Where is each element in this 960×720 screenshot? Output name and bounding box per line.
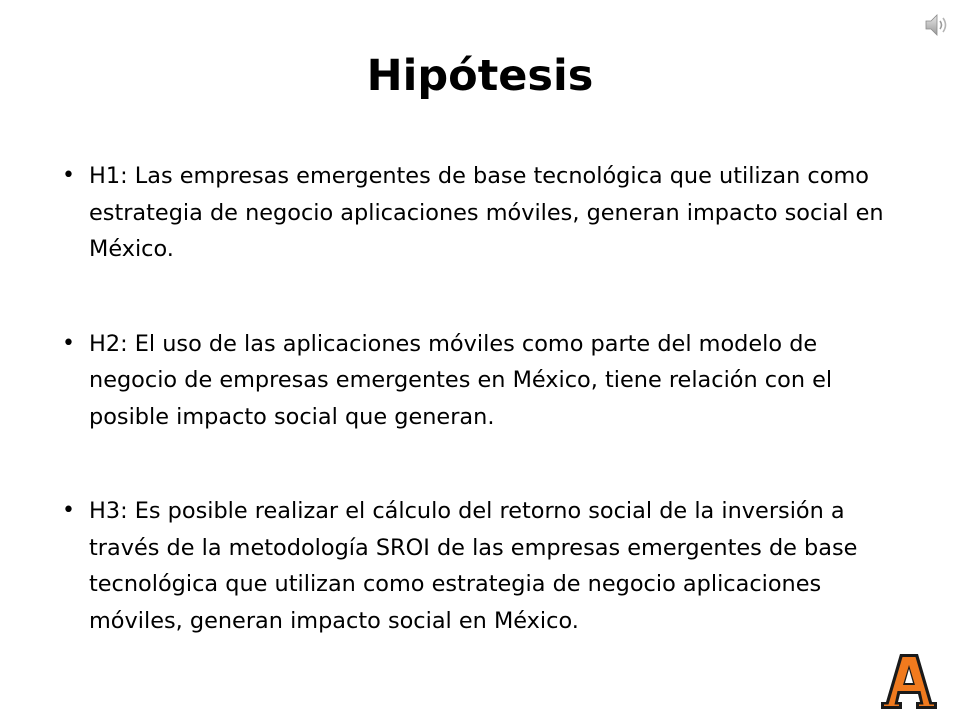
bullet-marker: • — [62, 163, 75, 188]
slide-title: Hipótesis — [366, 51, 594, 101]
bullet-text-h1: H1: Las empresas emergentes de base tecnológica que utilizan como estrategia de negocio aplicaciones móviles, generan impacto social en México. — [89, 163, 884, 262]
speaker-icon[interactable] — [924, 12, 950, 38]
bullet-marker: • — [62, 330, 75, 356]
bullet-list — [62, 158, 902, 639]
bullet-item-h1 — [62, 158, 902, 268]
bullet-text-h3: H3: Es posible realizar el cálculo del retorno social de la inversión a través de la metodología SROI de las empresas emergentes de base tecnológica que utilizan como estrategia de negocio aplicaciones móviles, generan impacto social en México. — [89, 498, 858, 634]
letter-a-logo — [880, 652, 938, 710]
bullet-item-h2 — [62, 326, 902, 436]
bullet-text-h2: H2: El uso de las aplicaciones móviles como parte del modelo de negocio de empresas emergentes en México, tiene relación con el posible impacto social que generan. — [89, 330, 833, 430]
bullet-marker: • — [62, 498, 75, 523]
bullet-item-h3 — [62, 493, 902, 639]
